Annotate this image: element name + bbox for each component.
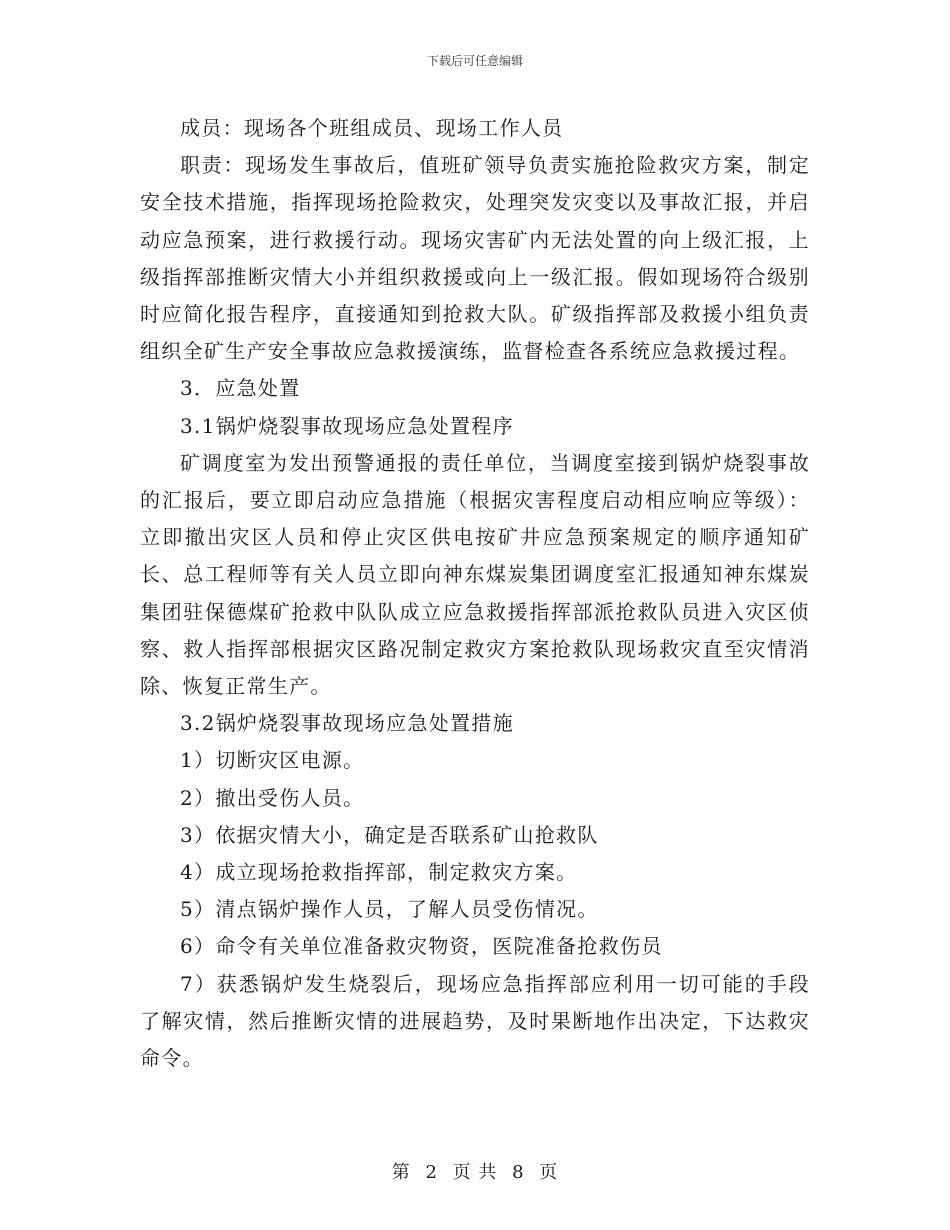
list-item-measure-3: 3）依据灾情大小，确定是否联系矿山抢救队	[180, 822, 599, 847]
page-footer	[0, 1158, 950, 1184]
footer-prefix: 第	[391, 1162, 411, 1183]
section-heading-emergency-handling: 3．应急处置	[180, 376, 301, 401]
footer-suffix: 页	[539, 1162, 559, 1183]
subsection-heading-measures: 3.2锅炉烧裂事故现场应急处置措施	[180, 711, 514, 736]
header-note: 下载后可任意编辑	[426, 54, 523, 68]
list-item-measure-6: 6）命令有关单位准备救灾物资，医院准备抢救伤员	[180, 934, 663, 959]
document-body	[140, 110, 810, 1077]
subsection-heading-procedure: 3.1锅炉烧裂事故现场应急处置程序	[180, 413, 514, 438]
paragraph-members: 成员：现场各个班组成员、现场工作人员	[180, 116, 564, 140]
footer-page-number: 2	[425, 1162, 438, 1183]
paragraph-procedure: 矿调度室为发出预警通报的责任单位，当调度室接到锅炉烧裂事故的汇报后，要立即启动应急措施（根据灾害程度启动相应响应等级）：立即撤出灾区人员和停止灾区供电按矿井应急预案规定的顺序通知矿长、总工程师等有关人员立即向神东煤炭集团调度室汇报通知神东煤炭集团驻保德煤矿抢救中队队成立应急救援指挥部派抢救队员进入灾区侦察、救人指挥部根据灾区路况制定救灾方案抢救队现场救灾直至灾情消除、恢复正常生产。	[140, 450, 810, 699]
list-item-measure-2: 2）撤出受伤人员。	[180, 785, 365, 810]
footer-total-pages: 8	[512, 1162, 525, 1183]
paragraph-duties: 职责：现场发生事故后，值班矿领导负责实施抢险救灾方案，制定安全技术措施，指挥现场抢险救灾，处理突发灾变以及事故汇报，并启动应急预案，进行救援行动。现场灾害矿内无法处置的向上级汇报，上级指挥部推断灾情大小并组织救援或向上一级汇报。假如现场符合级别时应简化报告程序，直接通知到抢救大队。矿级指挥部及救援小组负责组织全矿生产安全事故应急救援演练，监督检查各系统应急救援过程。	[140, 153, 810, 364]
list-item-measure-4: 4）成立现场抢救指挥部，制定救灾方案。	[180, 860, 578, 885]
list-item-measure-1: 1）切断灾区电源。	[180, 748, 365, 773]
footer-middle: 页 共	[452, 1162, 498, 1183]
list-item-measure-5: 5）清点锅炉操作人员，了解人员受伤情况。	[180, 897, 599, 922]
list-item-measure-7: 7）获悉锅炉发生烧裂后，现场应急指挥部应利用一切可能的手段了解灾情，然后推断灾情的进展趋势，及时果断地作出决定，下达救灾命令。	[140, 971, 810, 1071]
